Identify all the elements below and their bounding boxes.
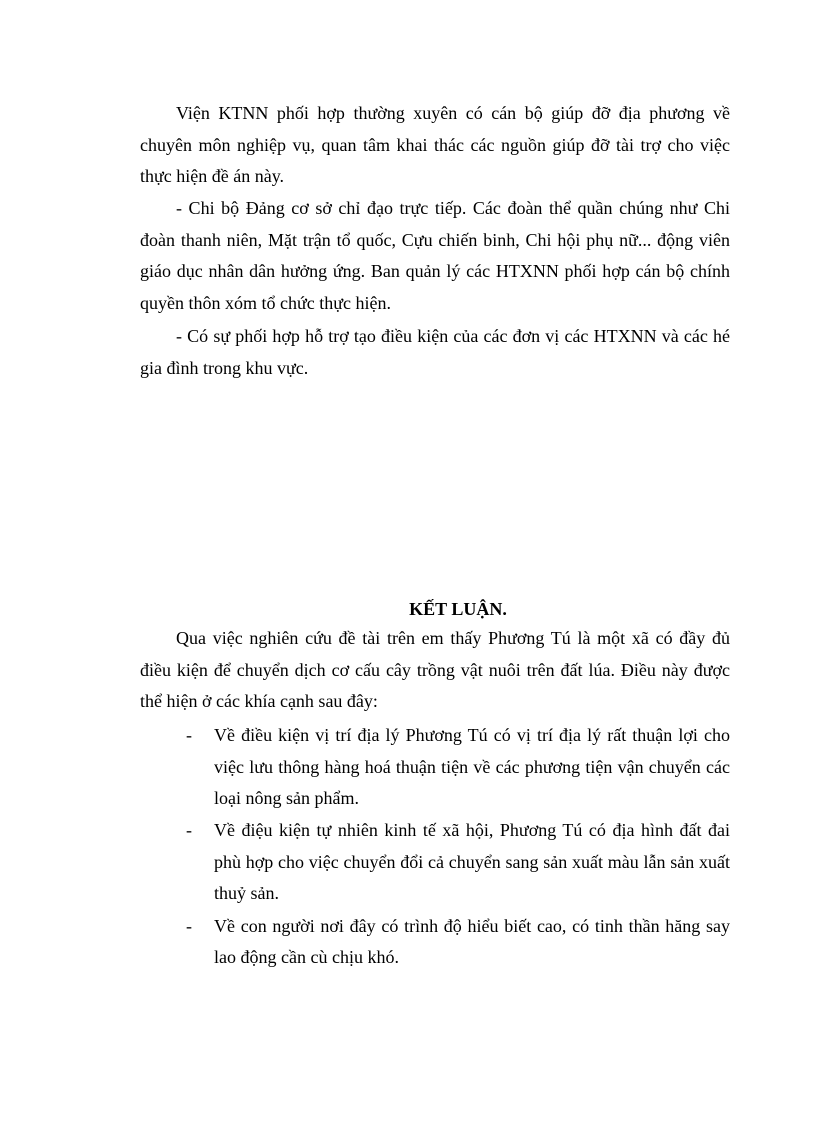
list-item: [140, 815, 730, 910]
bullet-marker: -: [186, 915, 192, 936]
bullet-marker: -: [186, 725, 192, 745]
bullet-marker: -: [186, 820, 192, 841]
paragraph-institute-support: Viện KTNN phối hợp thường xuyên có cán bộ giúp đỡ địa phương về chuyên môn nghiệp vụ, quan tâm khai thác các nguồn giúp đỡ tài trợ cho việc thực hiện đề án này.: [140, 103, 730, 187]
bullet-text: Về điệu kiện tự nhiên kinh tế xã hội, Phương Tú có địa hình đất đai phù hợp cho việc chuyển đổi cả chuyển sang sản xuất màu lẫn sản xuất thuỷ sản.: [214, 820, 730, 904]
list-item: [140, 911, 730, 974]
conclusion-bullet-list: [140, 720, 730, 974]
bullet-text: Về con người nơi đây có trình độ hiểu biết cao, có tinh thần hăng say lao động cần cù chịu khó.: [214, 915, 730, 968]
list-item: [140, 720, 730, 815]
conclusion-heading: KẾT LUẬN.: [409, 599, 507, 619]
paragraph-cooperation: - Có sự phối hợp hỗ trợ tạo điều kiện của các đơn vị các HTXNN và các hé gia đình trong khu vực.: [140, 326, 730, 378]
conclusion-intro: Qua việc nghiên cứu đề tài trên em thấy Phương Tú là một xã có đầy đủ điều kiện để chuyển dịch cơ cấu cây trồng vật nuôi trên đất lúa. Điều này được thể hiện ở các khía cạnh sau đây:: [140, 628, 730, 712]
bullet-text: Về điều kiện vị trí địa lý Phương Tú có vị trí địa lý rất thuận lợi cho việc lưu thông hàng hoá thuận tiện về các phương tiện vận chuyển các loại nông sản phẩm.: [214, 725, 730, 809]
paragraph-party-cell: - Chi bộ Đảng cơ sở chỉ đạo trực tiếp. Các đoàn thể quần chúng như Chi đoàn thanh niên, Mặt trận tổ quốc, Cựu chiến binh, Chi hội phụ nữ... động viên giáo dục nhân dân hưởng ứng. Ban quản lý các HTXNN phối hợp cán bộ chính quyền thôn xóm tổ chức thực hiện.: [140, 198, 730, 313]
